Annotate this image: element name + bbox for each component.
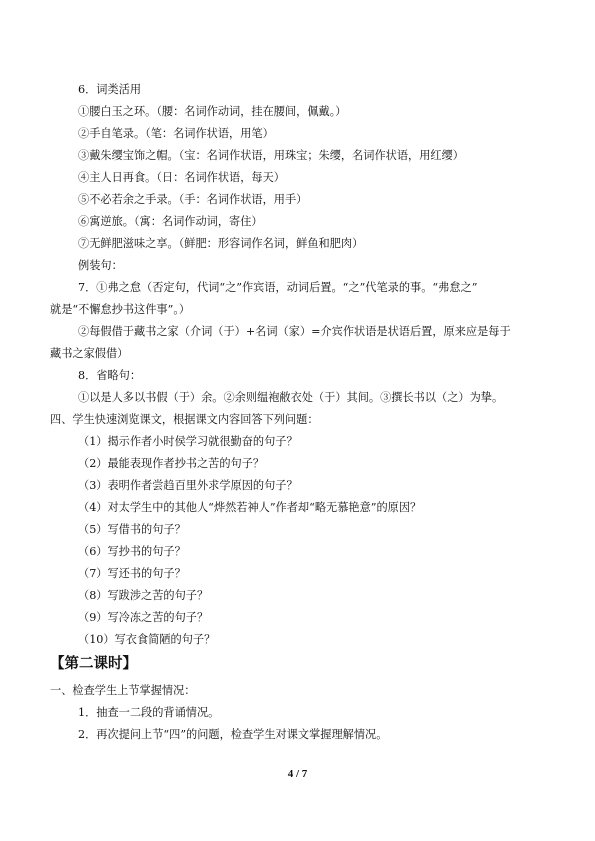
page-number: 4 / 7 bbox=[287, 768, 308, 780]
text-line: 2．再次提问上节“四”的问题，检查学生对课文掌握理解情况。 bbox=[78, 728, 388, 741]
question-item: （2）最能表现作者抄书之苦的句子？ bbox=[78, 457, 265, 470]
text-line: 例装句： bbox=[78, 259, 123, 272]
text-line: ⑦无鲜肥滋味之享。（鲜肥：形容词作名词，鲜鱼和肥肉） bbox=[78, 237, 364, 250]
question-item: （8）写跋涉之苦的句子？ bbox=[78, 589, 209, 602]
text-line: 1．抽查一二段的背诵情况。 bbox=[78, 706, 220, 719]
question-item: （10）写衣食简陋的句子？ bbox=[78, 633, 216, 646]
question-item: （4）对太学生中的其他人“烨然若神人”作者却“略无慕艳意”的原因？ bbox=[78, 501, 422, 514]
text-line: ②手自笔录。（笔：名词作状语，用笔） bbox=[78, 127, 274, 140]
item-6-heading: 6．词类活用 bbox=[78, 83, 142, 96]
section-heading: 【第二课时】 bbox=[50, 656, 137, 672]
question-item: （5）写借书的句子？ bbox=[78, 523, 186, 536]
section-four-heading: 四、学生快速浏览课文，根据课文内容回答下列问题： bbox=[50, 413, 319, 426]
item-7-heading: 7．①弗之怠（否定句，代词“之”作宾语，动词后置。“之”代笔录的事。“弗怠之” bbox=[78, 281, 478, 294]
text-line: ①以是人多以书假（于）余。②余则缊袍敝衣处（于）其间。③撰长书以（之）为挚。 bbox=[78, 391, 504, 404]
section-one-heading: 一、检查学生上节掌握情况： bbox=[50, 684, 196, 697]
text-line: ⑥寓逆旅。（寓：名词作动词，寄住） bbox=[78, 215, 263, 228]
question-item: （1）揭示作者小时侯学习就很勤奋的句子？ bbox=[78, 435, 298, 448]
text-line: 就是“不懈怠抄书这件事”。） bbox=[50, 303, 191, 316]
text-line: ⑤不必若余之手录。（手：名词作状语，用手） bbox=[78, 193, 308, 206]
question-item: （6）写抄书的句子？ bbox=[78, 545, 186, 558]
question-item: （3）表明作者尝趋百里外求学原因的句子？ bbox=[78, 479, 298, 492]
text-line: ②每假借于藏书之家（介词（于）+名词（家）=介宾作状语是状语后置，原来应是每于 bbox=[78, 325, 511, 338]
text-line: ③戴朱缨宝饰之帽。（宝：名词作状语，用珠宝；朱缨，名词作状语，用红缨） bbox=[78, 149, 464, 162]
text-line: ①腰白玉之环。（腰：名词作动词，挂在腰间，佩戴。） bbox=[78, 105, 347, 118]
question-item: （7）写还书的句子？ bbox=[78, 567, 186, 580]
question-item: （9）写冷冻之苦的句子？ bbox=[78, 611, 209, 624]
text-line: 藏书之家假借） bbox=[50, 347, 129, 360]
item-8-heading: 8．省略句： bbox=[78, 369, 142, 382]
text-line: ④主人日再食。（日：名词作状语，每天） bbox=[78, 171, 285, 184]
